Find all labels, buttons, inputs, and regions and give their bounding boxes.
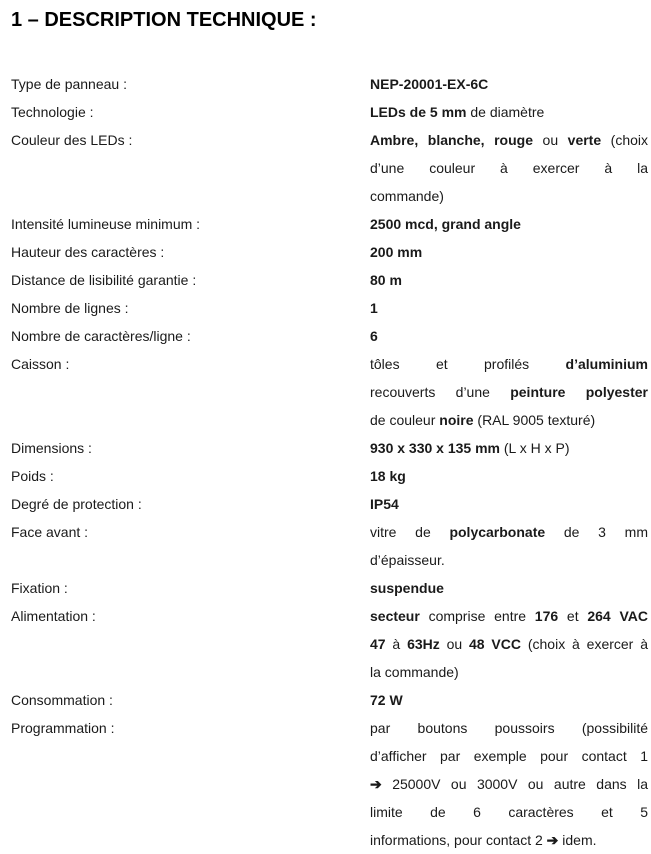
text-segment: vitre de (370, 524, 450, 540)
spec-label: Distance de lisibilité garantie : (11, 272, 197, 288)
spec-value (370, 238, 648, 266)
value-line (370, 98, 648, 126)
spec-value (370, 126, 648, 210)
spec-label: Couleur des LEDs : (11, 132, 133, 148)
value-line (370, 294, 648, 322)
text-segment: à (385, 636, 408, 652)
spec-row (11, 714, 649, 854)
text-segment: 264 VAC (587, 608, 648, 624)
text-segment: 2500 mcd, grand angle (370, 216, 521, 232)
spec-table (11, 70, 649, 854)
spec-row (11, 518, 649, 574)
value-line (370, 238, 648, 266)
value-line (370, 126, 648, 154)
spec-row (11, 98, 649, 126)
text-segment: NEP-20001-EX-6C (370, 76, 489, 92)
value-line (370, 770, 648, 798)
spec-row (11, 574, 649, 602)
spec-row (11, 434, 649, 462)
spec-row (11, 126, 649, 210)
spec-label: Dimensions : (11, 440, 92, 456)
value-line (370, 350, 648, 378)
spec-label: Alimentation : (11, 608, 96, 624)
text-segment: recouverts d’une (370, 384, 511, 400)
value-line (370, 378, 648, 406)
value-line (370, 406, 648, 434)
value-line (370, 686, 648, 714)
text-segment: de couleur (370, 412, 440, 428)
value-line (370, 322, 648, 350)
text-segment: 72 W (370, 692, 403, 708)
text-segment: 18 kg (370, 468, 406, 484)
text-segment: (RAL 9005 texturé) (473, 412, 596, 428)
spec-value (370, 266, 648, 294)
text-segment: IP54 (370, 496, 399, 512)
text-segment: 930 x 330 x 135 mm (370, 440, 500, 456)
text-segment: suspendue (370, 580, 444, 596)
text-segment: 48 VCC (469, 636, 521, 652)
spec-value (370, 70, 648, 98)
spec-value (370, 350, 648, 434)
text-segment: 176 (534, 608, 559, 624)
text-segment: d’aluminium (565, 356, 648, 372)
spec-value (370, 322, 648, 350)
spec-row (11, 294, 649, 322)
spec-label: Nombre de caractères/ligne : (11, 328, 191, 344)
value-line (370, 630, 648, 658)
text-segment: de 3 mm (545, 524, 648, 540)
value-line (370, 798, 648, 826)
text-segment: (choix (601, 132, 649, 148)
value-line (370, 714, 648, 742)
spec-label: Hauteur des caractères : (11, 244, 165, 260)
spec-row (11, 462, 649, 490)
spec-label: Face avant : (11, 524, 89, 540)
spec-value (370, 686, 648, 714)
spec-label: Nombre de lignes : (11, 300, 129, 316)
text-segment: tôles et profilés (370, 356, 566, 372)
spec-label: Degré de protection : (11, 496, 142, 512)
text-segment: 63Hz (407, 636, 440, 652)
spec-value (370, 518, 648, 574)
text-segment: 200 mm (370, 244, 423, 260)
spec-row (11, 602, 649, 686)
spec-row (11, 238, 649, 266)
spec-value (370, 714, 648, 854)
value-line (370, 182, 648, 210)
value-line (370, 462, 648, 490)
text-segment: limite de 6 caractères et 5 (370, 804, 648, 820)
spec-row (11, 266, 649, 294)
text-segment: 25000V ou 3000V ou autre dans la (381, 776, 648, 792)
text-segment: par boutons poussoirs (possibilité (370, 720, 648, 736)
value-line (370, 602, 648, 630)
page-title: 1 – DESCRIPTION TECHNIQUE : (11, 9, 317, 31)
value-line (370, 574, 648, 602)
arrow-icon: ➔ (546, 832, 559, 848)
spec-row (11, 70, 649, 98)
text-segment: d’une couleur à exercer à la (370, 160, 648, 176)
spec-row (11, 210, 649, 238)
value-line (370, 826, 648, 854)
value-line (370, 434, 648, 462)
value-line (370, 546, 648, 574)
text-segment: d’épaisseur. (370, 552, 445, 568)
spec-value (370, 490, 648, 518)
spec-row (11, 322, 649, 350)
spec-value (370, 462, 648, 490)
spec-value (370, 602, 648, 686)
text-segment: idem. (558, 832, 597, 848)
spec-value (370, 294, 648, 322)
text-segment: la commande) (370, 664, 459, 680)
text-segment: 6 (370, 328, 378, 344)
value-line (370, 518, 648, 546)
spec-label: Caisson : (11, 356, 70, 372)
text-segment: ou (439, 636, 470, 652)
value-line (370, 266, 648, 294)
spec-value (370, 210, 648, 238)
spec-row (11, 686, 649, 714)
text-segment: Ambre, blanche, rouge (370, 132, 533, 148)
text-segment: polycarbonate (449, 524, 546, 540)
text-segment: commande) (370, 188, 444, 204)
spec-label: Programmation : (11, 720, 115, 736)
spec-label: Technologie : (11, 104, 94, 120)
arrow-icon: ➔ (370, 776, 382, 792)
spec-label: Consommation : (11, 692, 113, 708)
value-line (370, 742, 648, 770)
text-segment: 1 (370, 300, 378, 316)
text-segment: et (558, 608, 588, 624)
text-segment: comprise entre (419, 608, 535, 624)
text-segment: peinture polyester (510, 384, 648, 400)
text-segment: de diamètre (466, 104, 545, 120)
value-line (370, 154, 648, 182)
spec-value (370, 98, 648, 126)
value-line (370, 658, 648, 686)
spec-value (370, 574, 648, 602)
text-segment: LEDs de 5 mm (370, 104, 467, 120)
value-line (370, 70, 648, 98)
spec-row (11, 490, 649, 518)
spec-label: Intensité lumineuse minimum : (11, 216, 201, 232)
spec-label: Poids : (11, 468, 54, 484)
text-segment: 47 (370, 636, 386, 652)
text-segment: (L x H x P) (500, 440, 570, 456)
spec-label: Type de panneau : (11, 76, 127, 92)
text-segment: secteur (370, 608, 420, 624)
text-segment: (choix à exercer à (521, 636, 648, 652)
text-segment: noire (439, 412, 474, 428)
value-line (370, 490, 648, 518)
text-segment: 80 m (370, 272, 402, 288)
spec-row (11, 350, 649, 434)
spec-value (370, 434, 648, 462)
text-segment: ou (533, 132, 568, 148)
value-line (370, 210, 648, 238)
text-segment: d’afficher par exemple pour contact 1 (370, 748, 648, 764)
text-segment: verte (567, 132, 602, 148)
text-segment: informations, pour contact 2 (370, 832, 547, 848)
spec-label: Fixation : (11, 580, 68, 596)
